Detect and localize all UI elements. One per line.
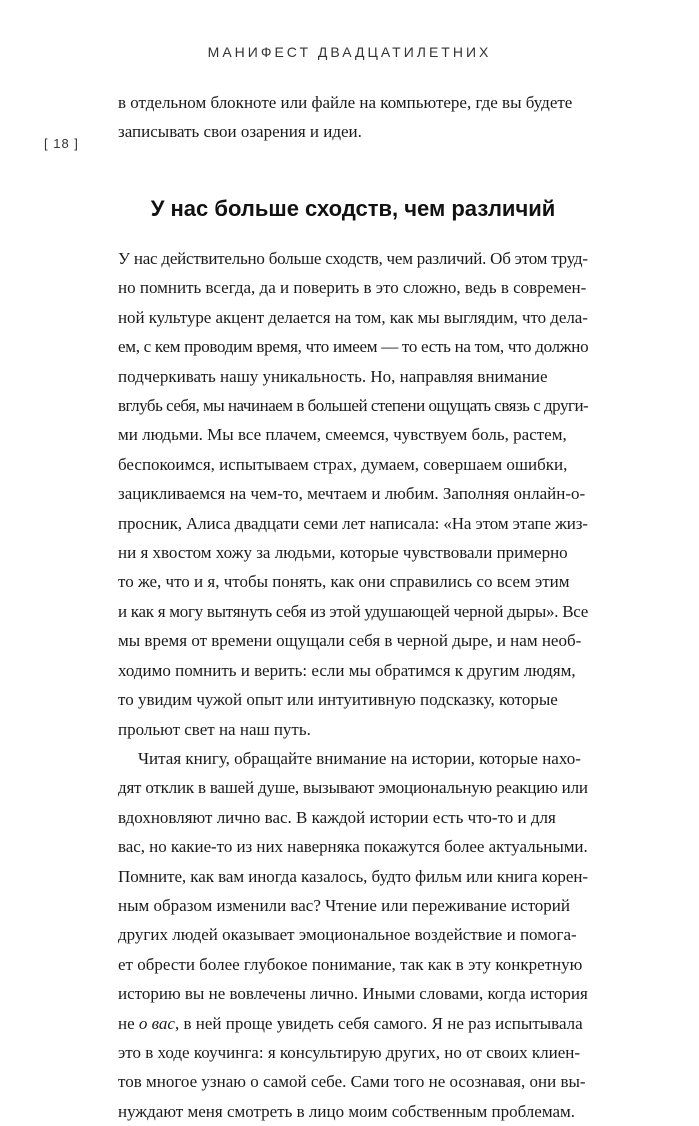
text-line-with-emphasis [118,1009,588,1038]
text-line: тов многое узнаю о самой себе. Сами того не осознавая, они вы- [118,1072,586,1092]
text-fragment: не [118,1013,139,1033]
section-heading: У нас больше сходств, чем различий [150,196,556,221]
text-line: просник, Алиса двадцати семи лет написала: «На этом этапе жиз- [118,513,588,533]
paragraph-1 [118,244,588,744]
running-head: МАНИФЕСТ ДВАДЦАТИЛЕТНИХ [207,44,492,60]
text-line: ным образом изменили вас? Чтение или переживание историй [118,895,570,915]
body-text [118,244,588,1126]
text-line: Читая книгу, обращайте внимание на истории, которые нахо- [138,748,581,768]
text-line: вдохновляют лично вас. В каждой истории есть что-то и для [118,807,556,827]
text-line: У нас действительно больше сходств, чем различий. Об этом труд- [118,249,588,268]
text-line: то же, что и я, чтобы понять, как они справились со всем этим [118,572,570,592]
text-line: нуждают меня смотреть в лицо моим собственным проблемам. [118,1101,576,1121]
text-line: записывать свои озарения и идеи. [118,122,362,142]
text-line: подчеркивать нашу уникальность. Но, направляя внимание [118,366,548,386]
text-line: зацикливаемся на чем-то, мечтаем и любим. Заполняя онлайн-о- [118,484,586,504]
paragraph-2 [118,744,588,1126]
text-line: ходимо помнить и верить: если мы обратимся к другим людям, [118,660,576,680]
carry-over-paragraph [118,88,588,147]
text-line: Помните, как вам иногда казалось, будто фильм или книга корен- [118,866,588,886]
text-line: в отдельном блокноте или файле на компьютере, где вы будете [118,93,573,112]
text-line: и как я могу вытянуть себя из этой удушающей черной дыры». Все [118,601,589,621]
text-line: то увидим чужой опыт или интуитивную подсказку, которые [118,690,558,710]
text-line: вглубь себя, мы начинаем в большей степени ощущать связь с други- [118,396,589,416]
text-line: но помнить всегда, да и поверить в это сложно, ведь в современ- [118,278,587,298]
text-line: беспокоимся, испытываем страх, думаем, совершаем ошибки, [118,454,568,474]
text-line: вас, но какие-то из них наверняка покажутся более актуальными. [118,837,588,857]
text-line: ет обрести более глубокое понимание, так как в эту конкретную [118,954,583,974]
text-line: ми людьми. Мы все плачем, смеемся, чувствуем боль, растем, [118,425,567,445]
text-line: ни я хвостом хожу за людьми, которые чувствовали примерно [118,543,568,563]
text-line: прольют свет на наш путь. [118,719,311,739]
emphasis-text: о вас [138,1013,175,1033]
page-number: [ 18 ] [44,136,79,151]
text-line: историю вы не вовлечены лично. Иными словами, когда история [118,984,588,1004]
text-line: это в ходе коучинга: я консультирую других, но от своих клиен- [118,1042,581,1062]
text-line: ем, с кем проводим время, что имеем — то есть на том, что должно [118,337,589,357]
text-line: ной культуре акцент делается на том, как мы выглядим, что дела- [118,307,588,327]
text-line: дят отклик в вашей душе, вызывают эмоциональную реакцию или [118,778,588,798]
text-fragment: , в ней проще увидеть себя самого. Я не раз испытывала [174,1013,583,1033]
text-line: мы время от времени ощущали себя в черной дыре, и нам необ- [118,631,582,651]
text-line: других людей оказывает эмоциональное воздействие и помога- [118,925,577,945]
